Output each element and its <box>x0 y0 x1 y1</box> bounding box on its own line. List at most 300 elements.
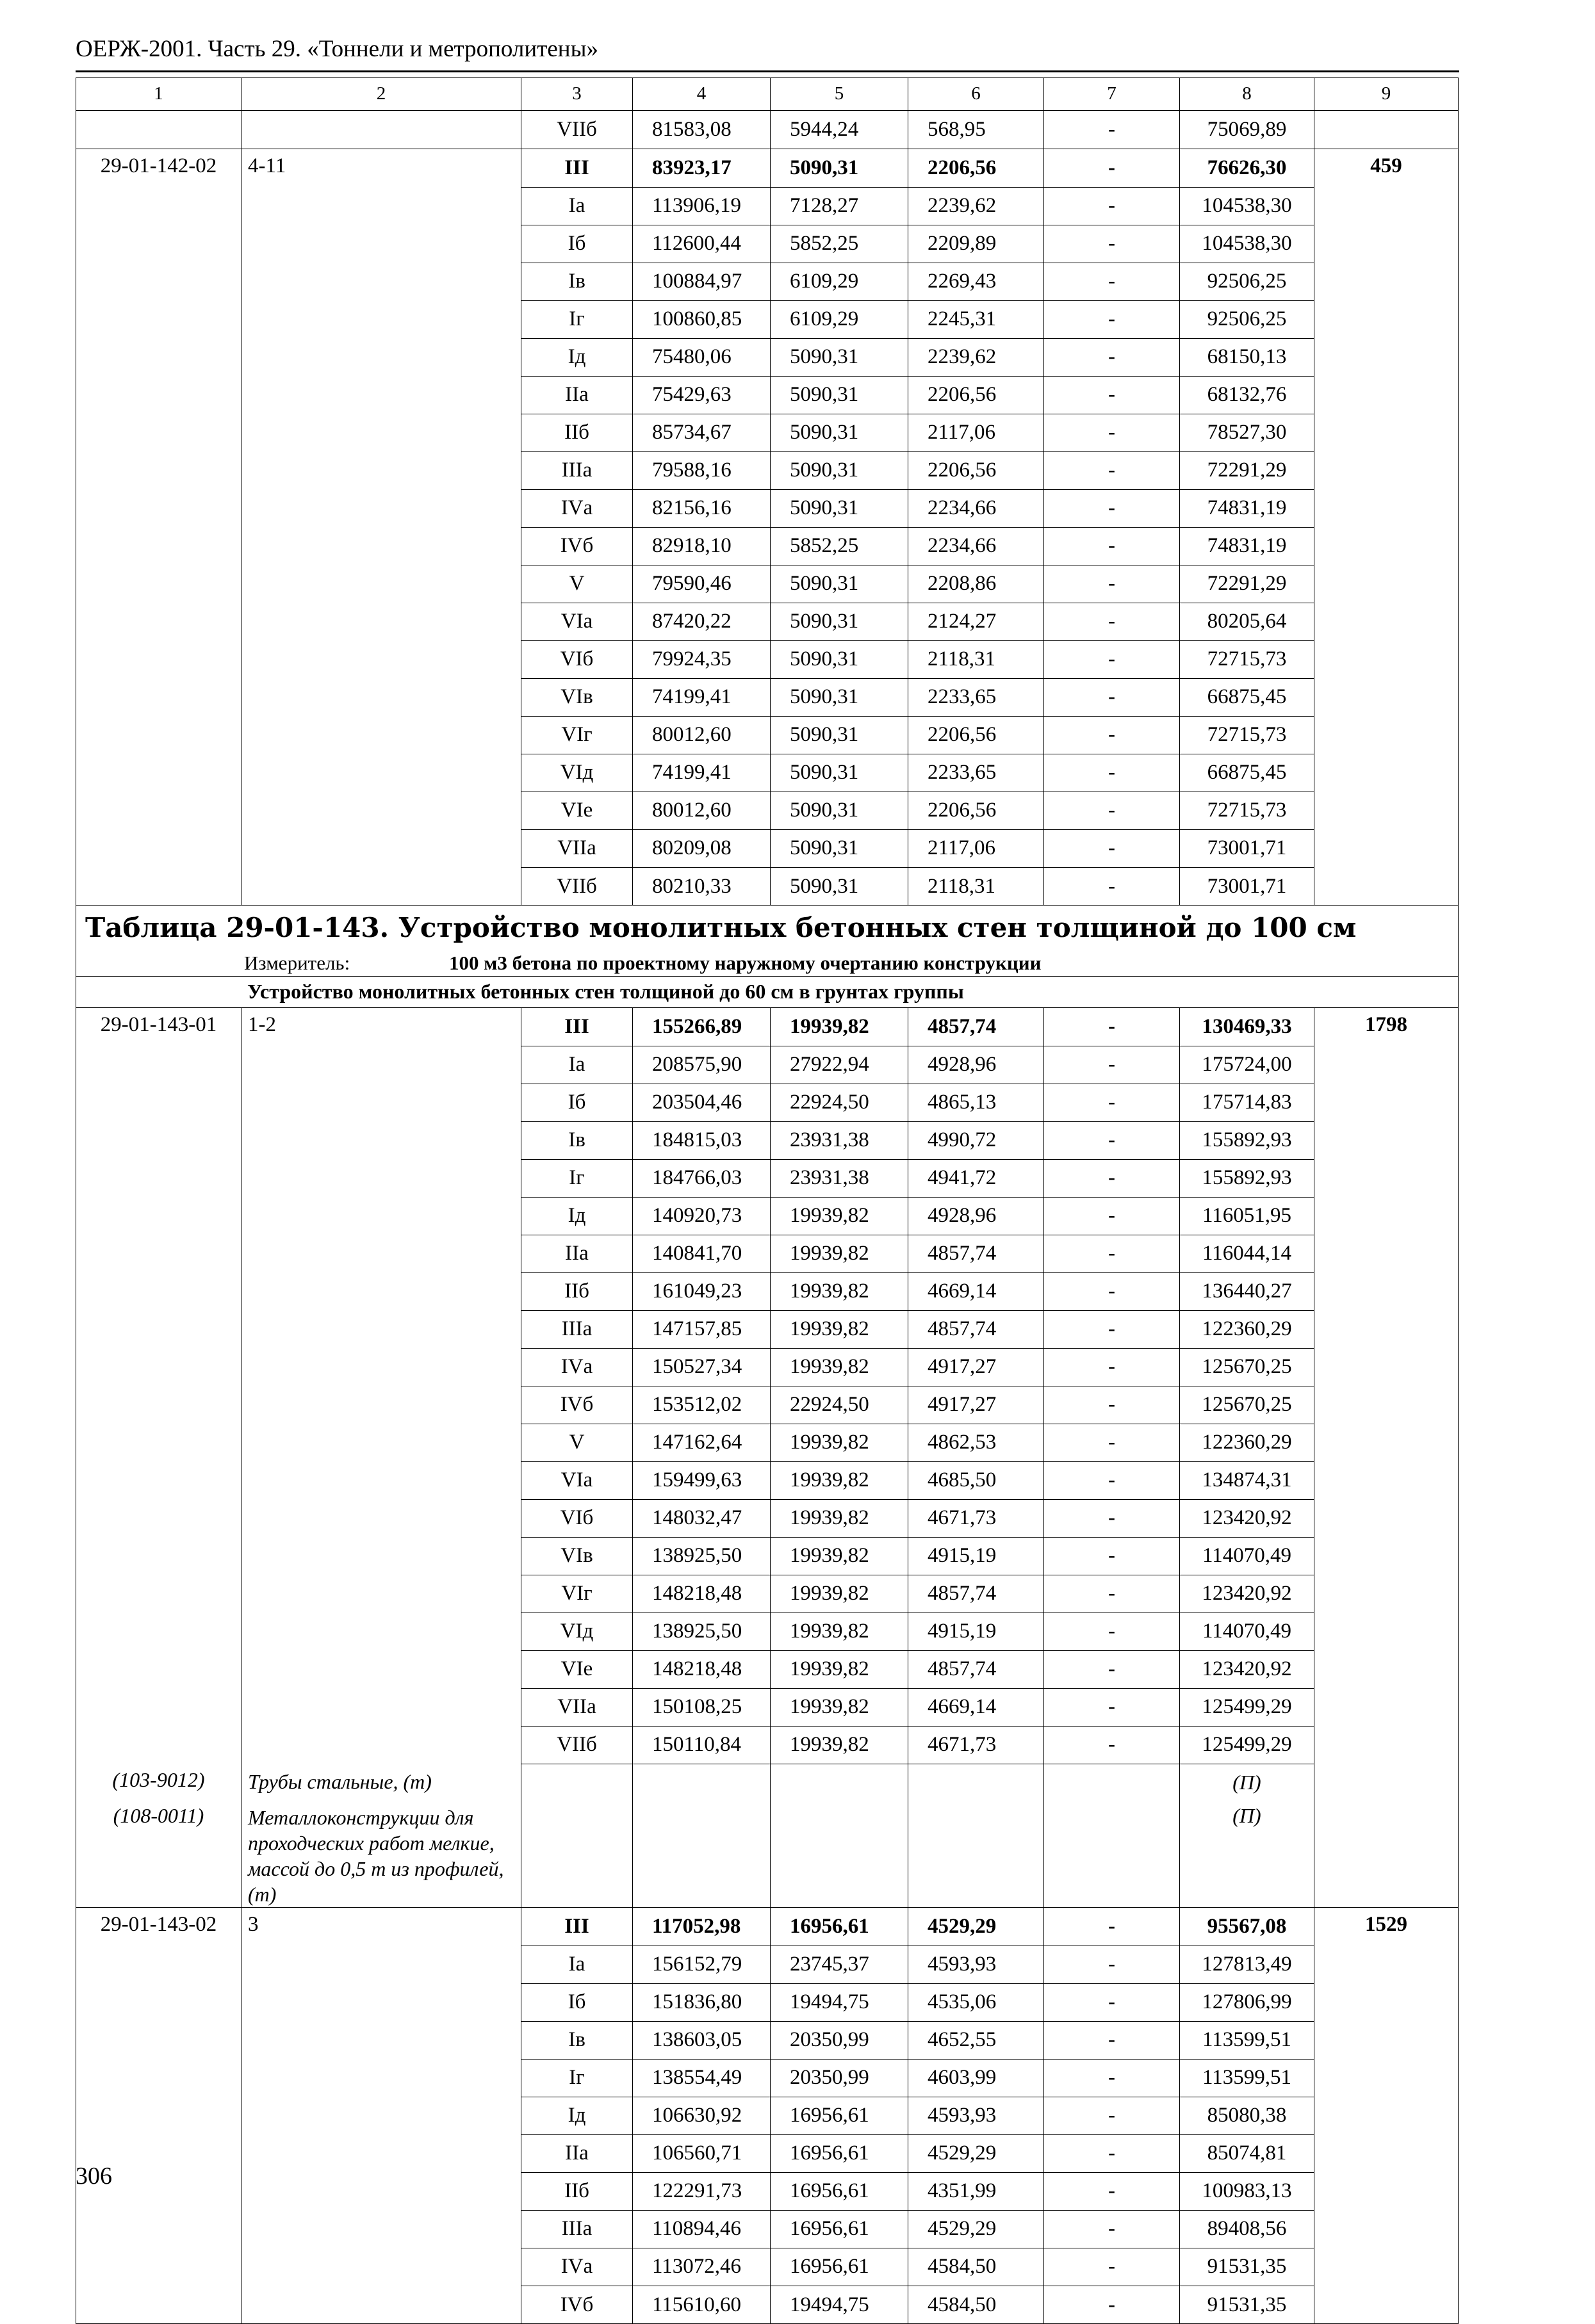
table-row <box>76 867 1459 906</box>
cost-wages-cell: 16956,61 <box>771 2097 908 2134</box>
rate-name-cell <box>241 1348 521 1386</box>
cost-direct-cell: 208575,90 <box>633 1046 771 1084</box>
cost-wages-cell: 16956,61 <box>771 2210 908 2248</box>
rate-name-cell <box>241 1159 521 1197</box>
cost-col7-cell: - <box>1044 1272 1180 1310</box>
cost-machines-cell: 2233,65 <box>908 678 1044 716</box>
zone-cell: Iг <box>521 2059 633 2097</box>
cost-materials-cell: 175714,83 <box>1180 1084 1314 1121</box>
blank-cell <box>633 1764 771 1801</box>
cost-machines-cell: 2206,56 <box>908 792 1044 829</box>
table-row <box>76 489 1459 527</box>
cost-materials-cell: 130469,33 <box>1180 1008 1314 1046</box>
labor-cell <box>1314 1983 1459 2021</box>
cost-direct-cell: 140920,73 <box>633 1197 771 1235</box>
rate-name-cell <box>241 1424 521 1461</box>
cost-machines-cell: 4351,99 <box>908 2172 1044 2210</box>
table-title-row <box>76 906 1459 951</box>
cost-machines-cell: 2124,27 <box>908 603 1044 640</box>
labor-cell <box>1314 2286 1459 2324</box>
cost-machines-cell: 4941,72 <box>908 1159 1044 1197</box>
labor-cell <box>1314 1537 1459 1575</box>
rate-name-cell <box>241 111 521 149</box>
cost-machines-cell: 4857,74 <box>908 1575 1044 1613</box>
cost-materials-cell: 74831,19 <box>1180 489 1314 527</box>
cost-direct-cell: 150110,84 <box>633 1726 771 1764</box>
cost-wages-cell: 19939,82 <box>771 1499 908 1537</box>
rate-name-cell <box>241 451 521 489</box>
column-number-header: 9 <box>1314 78 1459 111</box>
labor-cell <box>1314 603 1459 640</box>
column-number-header: 4 <box>633 78 771 111</box>
zone-cell: III <box>521 1008 633 1046</box>
rate-code-cell <box>76 792 241 829</box>
cost-direct-cell: 112600,44 <box>633 225 771 263</box>
cost-direct-cell: 74199,41 <box>633 678 771 716</box>
zone-cell: Iв <box>521 1121 633 1159</box>
cost-col7-cell: - <box>1044 338 1180 376</box>
rate-code-cell <box>76 1121 241 1159</box>
table-row <box>76 187 1459 225</box>
cost-col7-cell: - <box>1044 1726 1180 1764</box>
zone-cell: Iг <box>521 1159 633 1197</box>
blank-cell <box>771 1764 908 1801</box>
cost-materials-cell: 125670,25 <box>1180 1386 1314 1424</box>
rate-name-cell: 3 <box>241 1908 521 1946</box>
rate-code-cell <box>76 2097 241 2134</box>
rate-code-cell <box>76 754 241 792</box>
table-row <box>76 451 1459 489</box>
cost-direct-cell: 85734,67 <box>633 414 771 451</box>
cost-materials-cell: 104538,30 <box>1180 187 1314 225</box>
cost-col7-cell: - <box>1044 489 1180 527</box>
cost-wages-cell: 16956,61 <box>771 2172 908 2210</box>
rate-code-cell <box>76 2059 241 2097</box>
cost-col7-cell: - <box>1044 225 1180 263</box>
table-row <box>76 2097 1459 2134</box>
cost-machines-cell: 568,95 <box>908 111 1044 149</box>
table-row <box>76 1197 1459 1235</box>
column-number-header: 8 <box>1180 78 1314 111</box>
cost-wages-cell: 5090,31 <box>771 376 908 414</box>
labor-cell <box>1314 300 1459 338</box>
rate-name-cell <box>241 338 521 376</box>
table-title: Таблица 29-01-143. Устройство монолитных бетонных стен толщиной до 100 см <box>76 906 1459 951</box>
labor-cell <box>1314 1235 1459 1272</box>
labor-cell <box>1314 1461 1459 1499</box>
cost-wages-cell: 19939,82 <box>771 1424 908 1461</box>
rate-code-cell: 29-01-143-02 <box>76 1908 241 1946</box>
blank-cell <box>1044 1801 1180 1908</box>
rate-name-cell <box>241 1197 521 1235</box>
cost-direct-cell: 159499,63 <box>633 1461 771 1499</box>
cost-materials-cell: 72715,73 <box>1180 792 1314 829</box>
measure-value: 100 м3 бетона по проектному наружному очертанию конструкции <box>449 951 1042 974</box>
cost-direct-cell: 203504,46 <box>633 1084 771 1121</box>
cost-materials-cell: 91531,35 <box>1180 2286 1314 2324</box>
cost-wages-cell: 19494,75 <box>771 2286 908 2324</box>
table-row <box>76 565 1459 603</box>
cost-wages-cell: 22924,50 <box>771 1084 908 1121</box>
rate-name-cell <box>241 1537 521 1575</box>
cost-materials-cell: 95567,08 <box>1180 1908 1314 1946</box>
rate-code-cell <box>76 2286 241 2324</box>
cost-machines-cell: 2234,66 <box>908 527 1044 565</box>
cost-direct-cell: 151836,80 <box>633 1983 771 2021</box>
cost-materials-cell: 72715,73 <box>1180 716 1314 754</box>
rate-code-cell <box>76 451 241 489</box>
zone-cell: Iд <box>521 2097 633 2134</box>
cost-wages-cell: 5090,31 <box>771 489 908 527</box>
labor-cell <box>1314 1272 1459 1310</box>
table-row <box>76 2021 1459 2059</box>
cost-machines-cell: 2206,56 <box>908 376 1044 414</box>
rate-name-cell <box>241 1650 521 1688</box>
cost-direct-cell: 115610,60 <box>633 2286 771 2324</box>
rate-code-cell <box>76 1386 241 1424</box>
cost-wages-cell: 27922,94 <box>771 1046 908 1084</box>
rate-name-cell <box>241 1272 521 1310</box>
cost-wages-cell: 5944,24 <box>771 111 908 149</box>
table-row <box>76 1983 1459 2021</box>
labor-cell <box>1314 2172 1459 2210</box>
cost-direct-cell: 138554,49 <box>633 2059 771 2097</box>
table-row <box>76 1946 1459 1983</box>
cost-machines-cell: 4669,14 <box>908 1272 1044 1310</box>
cost-materials-cell: 114070,49 <box>1180 1613 1314 1650</box>
cost-direct-cell: 79924,35 <box>633 640 771 678</box>
labor-cell <box>1314 792 1459 829</box>
rate-code-cell <box>76 867 241 906</box>
cost-machines-cell: 4652,55 <box>908 2021 1044 2059</box>
cost-machines-cell: 2208,86 <box>908 565 1044 603</box>
resource-unit-cell: (П) <box>1180 1801 1314 1908</box>
cost-machines-cell: 4671,73 <box>908 1726 1044 1764</box>
resource-unit-cell: (П) <box>1180 1764 1314 1801</box>
cost-col7-cell: - <box>1044 829 1180 867</box>
cost-materials-cell: 123420,92 <box>1180 1499 1314 1537</box>
zone-cell: VIа <box>521 603 633 640</box>
table-row <box>76 1424 1459 1461</box>
labor-cell <box>1314 754 1459 792</box>
cost-materials-cell: 74831,19 <box>1180 527 1314 565</box>
zone-cell: VIе <box>521 792 633 829</box>
cost-machines-cell: 2118,31 <box>908 640 1044 678</box>
labor-cell <box>1314 2210 1459 2248</box>
cost-wages-cell: 5090,31 <box>771 149 908 188</box>
resource-row <box>76 1801 1459 1908</box>
cost-machines-cell: 2239,62 <box>908 338 1044 376</box>
rate-code-cell <box>76 376 241 414</box>
rate-name-cell <box>241 2097 521 2134</box>
rate-code-cell <box>76 1197 241 1235</box>
cost-direct-cell: 106630,92 <box>633 2097 771 2134</box>
cost-machines-cell: 4917,27 <box>908 1386 1044 1424</box>
labor-cell <box>1314 1310 1459 1348</box>
rate-code-cell <box>76 338 241 376</box>
cost-direct-cell: 80210,33 <box>633 867 771 906</box>
table-row <box>76 338 1459 376</box>
rate-code-cell <box>76 225 241 263</box>
zone-cell: VIд <box>521 1613 633 1650</box>
rate-name-cell <box>241 2134 521 2172</box>
rate-name-cell <box>241 754 521 792</box>
cost-col7-cell: - <box>1044 414 1180 451</box>
zone-cell: IIа <box>521 1235 633 1272</box>
zone-cell: IIб <box>521 2172 633 2210</box>
resource-name-cell: Трубы стальные, (т) <box>241 1764 521 1801</box>
cost-direct-cell: 184815,03 <box>633 1121 771 1159</box>
cost-col7-cell: - <box>1044 1575 1180 1613</box>
cost-materials-cell: 114070,49 <box>1180 1537 1314 1575</box>
measure-row <box>76 950 1459 977</box>
cost-materials-cell: 76626,30 <box>1180 149 1314 188</box>
cost-wages-cell: 5090,31 <box>771 792 908 829</box>
table-row <box>76 829 1459 867</box>
zone-cell: Iд <box>521 1197 633 1235</box>
cost-materials-cell: 68132,76 <box>1180 376 1314 414</box>
cost-direct-cell: 75429,63 <box>633 376 771 414</box>
rate-name-cell <box>241 792 521 829</box>
rate-code-cell <box>76 1461 241 1499</box>
table-row <box>76 1386 1459 1424</box>
rate-name-cell <box>241 2059 521 2097</box>
labor-cell <box>1314 640 1459 678</box>
rate-code-cell: 29-01-142-02 <box>76 149 241 188</box>
zone-cell: V <box>521 1424 633 1461</box>
cost-col7-cell: - <box>1044 678 1180 716</box>
column-number-header: 2 <box>241 78 521 111</box>
zone-cell: Iб <box>521 225 633 263</box>
blank-cell <box>1314 1801 1459 1908</box>
measure-cell <box>76 950 1459 977</box>
cost-wages-cell: 6109,29 <box>771 263 908 300</box>
labor-cell <box>1314 2134 1459 2172</box>
zone-cell: IIа <box>521 376 633 414</box>
cost-wages-cell: 16956,61 <box>771 2248 908 2286</box>
cost-direct-cell: 138925,50 <box>633 1537 771 1575</box>
labor-cell: 459 <box>1314 149 1459 188</box>
rate-name-cell <box>241 565 521 603</box>
zone-cell: Iв <box>521 2021 633 2059</box>
cost-direct-cell: 74199,41 <box>633 754 771 792</box>
zone-cell: Iд <box>521 338 633 376</box>
cost-col7-cell: - <box>1044 1084 1180 1121</box>
zone-cell: Iг <box>521 300 633 338</box>
cost-direct-cell: 117052,98 <box>633 1908 771 1946</box>
cost-col7-cell: - <box>1044 1688 1180 1726</box>
cost-direct-cell: 147157,85 <box>633 1310 771 1348</box>
cost-col7-cell: - <box>1044 1310 1180 1348</box>
cost-machines-cell: 4535,06 <box>908 1983 1044 2021</box>
rate-name-cell <box>241 1688 521 1726</box>
rate-name-cell <box>241 300 521 338</box>
zone-cell: IVа <box>521 489 633 527</box>
labor-cell <box>1314 1613 1459 1650</box>
rate-name-cell <box>241 225 521 263</box>
cost-machines-cell: 4529,29 <box>908 1908 1044 1946</box>
cost-materials-cell: 123420,92 <box>1180 1575 1314 1613</box>
cost-wages-cell: 5090,31 <box>771 829 908 867</box>
table-row <box>76 640 1459 678</box>
cost-materials-cell: 73001,71 <box>1180 829 1314 867</box>
cost-direct-cell: 150527,34 <box>633 1348 771 1386</box>
cost-machines-cell: 4584,50 <box>908 2248 1044 2286</box>
cost-col7-cell: - <box>1044 1537 1180 1575</box>
cost-materials-cell: 136440,27 <box>1180 1272 1314 1310</box>
table-row <box>76 1008 1459 1046</box>
rate-code-cell <box>76 187 241 225</box>
rate-code-cell <box>76 1946 241 1983</box>
cost-materials-cell: 125499,29 <box>1180 1688 1314 1726</box>
cost-direct-cell: 106560,71 <box>633 2134 771 2172</box>
labor-cell <box>1314 1084 1459 1121</box>
resource-row <box>76 1764 1459 1801</box>
cost-col7-cell: - <box>1044 1946 1180 1983</box>
rate-code-cell <box>76 1688 241 1726</box>
labor-cell <box>1314 2097 1459 2134</box>
cost-machines-cell: 2118,31 <box>908 867 1044 906</box>
cost-col7-cell: - <box>1044 1613 1180 1650</box>
cost-wages-cell: 19939,82 <box>771 1197 908 1235</box>
cost-materials-cell: 66875,45 <box>1180 754 1314 792</box>
cost-materials-cell: 72291,29 <box>1180 451 1314 489</box>
cost-materials-cell: 155892,93 <box>1180 1159 1314 1197</box>
labor-cell <box>1314 1046 1459 1084</box>
cost-machines-cell: 2206,56 <box>908 716 1044 754</box>
rate-name-cell <box>241 678 521 716</box>
cost-direct-cell: 82918,10 <box>633 527 771 565</box>
cost-machines-cell: 4671,73 <box>908 1499 1044 1537</box>
zone-cell: Iб <box>521 1084 633 1121</box>
table-row <box>76 2059 1459 2097</box>
cost-materials-cell: 134874,31 <box>1180 1461 1314 1499</box>
rate-name-cell <box>241 1613 521 1650</box>
cost-col7-cell: - <box>1044 1159 1180 1197</box>
rate-code-cell <box>76 1613 241 1650</box>
cost-direct-cell: 148218,48 <box>633 1575 771 1613</box>
zone-cell: VIIа <box>521 829 633 867</box>
blank-cell <box>908 1801 1044 1908</box>
zone-cell: IIб <box>521 1272 633 1310</box>
labor-cell <box>1314 678 1459 716</box>
zone-cell: Iа <box>521 1946 633 1983</box>
cost-col7-cell: - <box>1044 263 1180 300</box>
cost-col7-cell: - <box>1044 1008 1180 1046</box>
labor-cell <box>1314 376 1459 414</box>
cost-machines-cell: 2209,89 <box>908 225 1044 263</box>
labor-cell <box>1314 1726 1459 1764</box>
blank-cell <box>908 1764 1044 1801</box>
cost-col7-cell: - <box>1044 1121 1180 1159</box>
cost-col7-cell: - <box>1044 2134 1180 2172</box>
blank-cell <box>1044 1764 1180 1801</box>
cost-materials-cell: 155892,93 <box>1180 1121 1314 1159</box>
labor-cell <box>1314 716 1459 754</box>
blank-cell <box>521 1801 633 1908</box>
cost-direct-cell: 75480,06 <box>633 338 771 376</box>
cost-wages-cell: 19939,82 <box>771 1235 908 1272</box>
cost-wages-cell: 19939,82 <box>771 1461 908 1499</box>
cost-machines-cell: 4990,72 <box>908 1121 1044 1159</box>
table-row <box>76 603 1459 640</box>
cost-direct-cell: 113072,46 <box>633 2248 771 2286</box>
labor-cell <box>1314 527 1459 565</box>
rate-code-cell <box>76 1310 241 1348</box>
rate-name-cell <box>241 1983 521 2021</box>
cost-machines-cell: 2206,56 <box>908 149 1044 188</box>
header-rule <box>76 70 1459 72</box>
cost-machines-cell: 4857,74 <box>908 1310 1044 1348</box>
labor-cell: 1798 <box>1314 1008 1459 1046</box>
rate-code-cell <box>76 1235 241 1272</box>
cost-machines-cell: 4917,27 <box>908 1348 1044 1386</box>
zone-cell: VIг <box>521 1575 633 1613</box>
cost-materials-cell: 85074,81 <box>1180 2134 1314 2172</box>
rate-name-cell <box>241 1084 521 1121</box>
cost-direct-cell: 81583,08 <box>633 111 771 149</box>
cost-machines-cell: 2239,62 <box>908 187 1044 225</box>
rate-name-cell <box>241 603 521 640</box>
rate-code-cell <box>76 1424 241 1461</box>
cost-wages-cell: 5090,31 <box>771 414 908 451</box>
column-number-header: 3 <box>521 78 633 111</box>
table-row <box>76 300 1459 338</box>
labor-cell <box>1314 451 1459 489</box>
zone-cell: VIIб <box>521 867 633 906</box>
table-row <box>76 1272 1459 1310</box>
rate-code-cell <box>76 1650 241 1688</box>
rate-code-cell: 29-01-143-01 <box>76 1008 241 1046</box>
rate-code-cell <box>76 1046 241 1084</box>
cost-direct-cell: 82156,16 <box>633 489 771 527</box>
page-number: 306 <box>76 2163 112 2190</box>
cost-col7-cell: - <box>1044 1348 1180 1386</box>
table-row <box>76 1537 1459 1575</box>
rate-name-cell <box>241 263 521 300</box>
labor-cell <box>1314 263 1459 300</box>
rate-code-cell <box>76 2021 241 2059</box>
cost-materials-cell: 123420,92 <box>1180 1650 1314 1688</box>
cost-col7-cell: - <box>1044 2021 1180 2059</box>
cost-col7-cell: - <box>1044 603 1180 640</box>
cost-machines-cell: 2234,66 <box>908 489 1044 527</box>
cost-wages-cell: 5090,31 <box>771 603 908 640</box>
cost-col7-cell: - <box>1044 716 1180 754</box>
rate-name-cell <box>241 2021 521 2059</box>
cost-machines-cell: 4915,19 <box>908 1537 1044 1575</box>
resource-code-cell: (108-0011) <box>76 1801 241 1908</box>
labor-cell <box>1314 2021 1459 2059</box>
cost-machines-cell: 4584,50 <box>908 2286 1044 2324</box>
cost-wages-cell: 19939,82 <box>771 1613 908 1650</box>
rate-code-cell <box>76 1499 241 1537</box>
table-row <box>76 414 1459 451</box>
table-row <box>76 754 1459 792</box>
cost-materials-cell: 92506,25 <box>1180 263 1314 300</box>
cost-machines-cell: 4865,13 <box>908 1084 1044 1121</box>
cost-direct-cell: 110894,46 <box>633 2210 771 2248</box>
table-row <box>76 225 1459 263</box>
cost-materials-cell: 127806,99 <box>1180 1983 1314 2021</box>
labor-cell <box>1314 2059 1459 2097</box>
cost-wages-cell: 19939,82 <box>771 1726 908 1764</box>
cost-wages-cell: 20350,99 <box>771 2059 908 2097</box>
cost-wages-cell: 5090,31 <box>771 754 908 792</box>
cost-col7-cell: - <box>1044 1983 1180 2021</box>
cost-col7-cell: - <box>1044 2097 1180 2134</box>
cost-col7-cell: - <box>1044 1650 1180 1688</box>
